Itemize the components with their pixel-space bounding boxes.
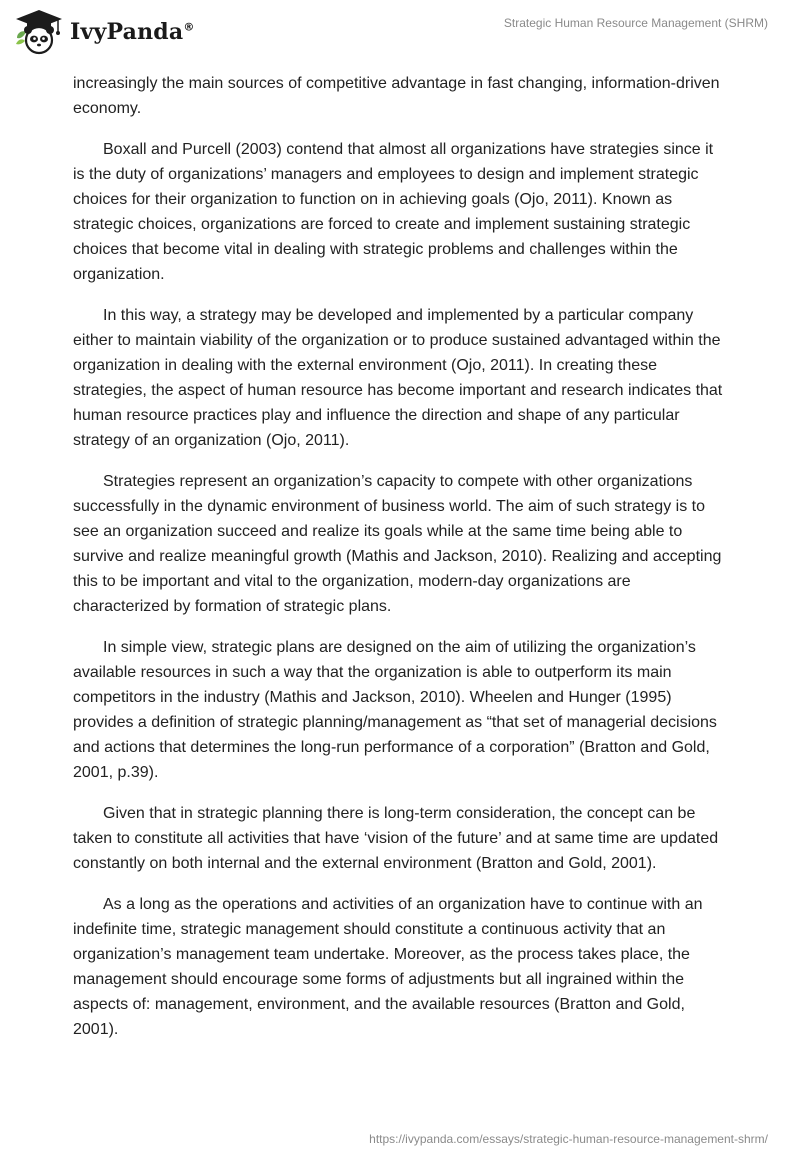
document-title: Strategic Human Resource Management (SHRM) [503,16,768,30]
essay-body [73,71,729,1058]
registered-mark: ® [183,20,195,34]
paragraph-3: In this way, a strategy may be developed and implemented by a particular company either to maintain viability of the organization or to produce sustained advantaged within the organization in dealing with the external environment (Ojo, 2011). In creating these strategies, the aspect of human resource has become important and research indicates that human resource practices play and influence the direction and shape of any particular strategy of an organization (Ojo, 2011). [73,307,723,449]
source-url[interactable]: https://ivypanda.com/essays/strategic-human-resource-management-shrm/ [369,1132,768,1146]
paragraph-5: In simple view, strategic plans are designed on the aim of utilizing the organization’s available resources in such a way that the organization is able to outperform its main competitors in the industry (Mathis and Jackson, 2010). Wheelen and Hunger (1995) provides a definition of strategic planning/management as “that set of managerial decisions and actions that determines the long-run performance of a corporation” (Bratton and Gold, 2001, p.39). [73,639,717,781]
paragraph-2: Boxall and Purcell (2003) contend that almost all organizations have strategies since it is the duty of organizations’ managers and employees to design and implement strategic choices for their organization to function on in achieving goals (Ojo, 2011). Known as strategic choices, organizations are forced to create and implement sustaining strategic choices that become vital in dealing with strategic problems and challenges within the organization. [73,141,714,283]
paragraph-4: Strategies represent an organization’s capacity to compete with other organizations successfully in the dynamic environment of business world. The aim of such strategy is to see an organization succeed and realize its goals while at the same time being able to survive and realize meaningful growth (Mathis and Jackson, 2010). Realizing and accepting this to be important and vital to the organization, modern-day organizations are characterized by formation of strategic plans. [73,473,722,615]
logo-wordmark: IvyPanda® [70,19,195,45]
panda-graduate-icon [14,8,64,56]
paragraph-7: As a long as the operations and activities of an organization have to continue with an indefinite time, strategic management should constitute a continuous activity that an organization’s management team undertake. Moreover, as the process takes place, the management should encourage some forms of adjustments but all ingrained within the aspects of: management, environment, and the available resources (Bratton and Gold, 2001). [73,896,703,1038]
page-header [0,0,800,70]
paragraph-1: increasingly the main sources of competitive advantage in fast changing, information-driven economy. [73,75,720,117]
paragraph-6: Given that in strategic planning there is long-term consideration, the concept can be taken to constitute all activities that have ‘vision of the future’ and at same time are updated constantly on both internal and the external environment (Bratton and Gold, 2001). [73,805,719,872]
ivypanda-logo[interactable] [14,8,195,56]
